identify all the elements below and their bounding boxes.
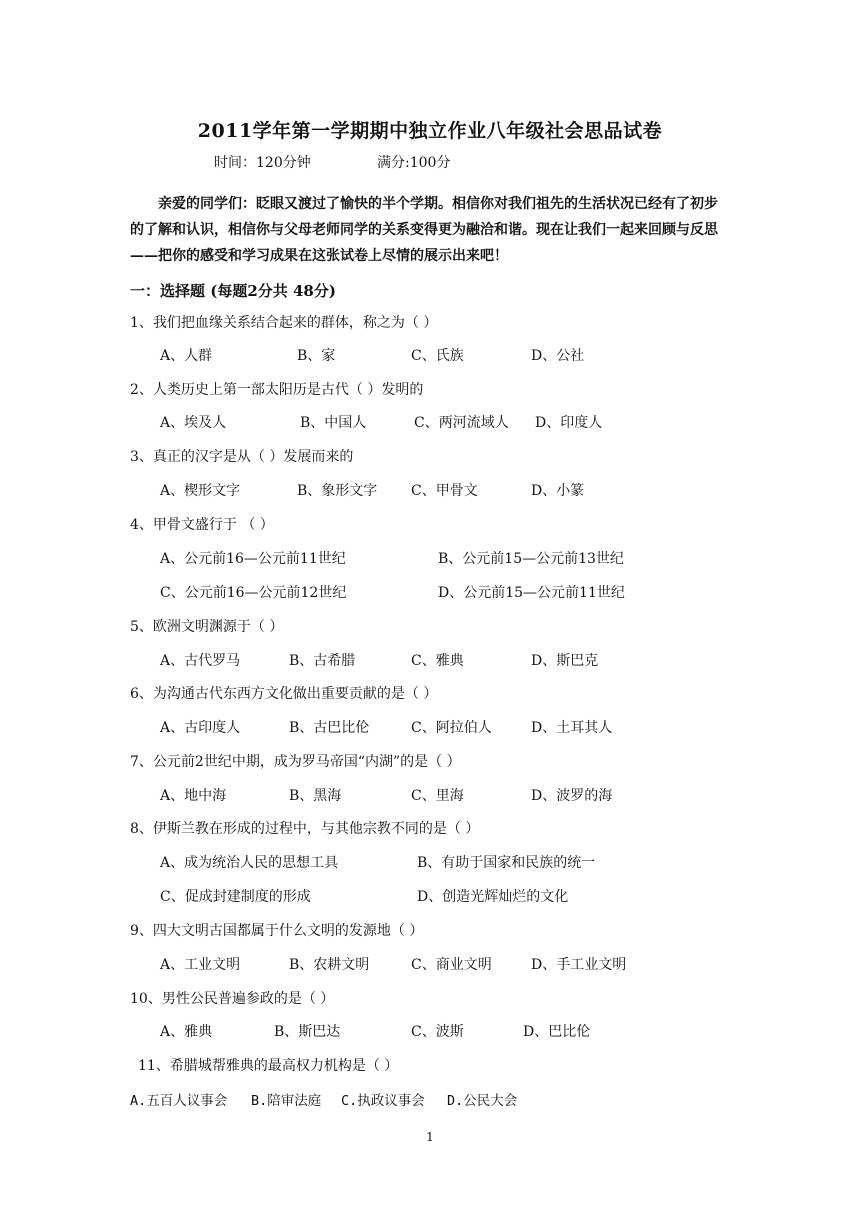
q5-option-d: D、斯巴克 (531, 653, 599, 669)
q9-option-a: A、工业文明 (160, 957, 241, 973)
q3-option-b: B、象形文字 (297, 483, 378, 499)
q10-option-a: A、雅典 (160, 1024, 213, 1040)
question-3: 3、真正的汉字是从（ ）发展而来的 (130, 449, 354, 465)
q10-option-d: D、巴比伦 (523, 1024, 591, 1040)
q6-option-c: C、阿拉伯人 (411, 720, 492, 736)
intro-paragraph: 亲爱的同学们：眨眼又渡过了愉快的半个学期。相信你对我们祖先的生活状况已经有了初步的了解和认识，相信你与父母老师同学的关系变得更为融洽和谐。现在让我们一起来回顾与反思——把你的感受和学习成果在这张试卷上尽情的展示出来吧！ (130, 196, 718, 264)
question-5: 5、欧洲文明渊源于（ ） (130, 619, 284, 635)
q9-option-b: B、农耕文明 (289, 957, 370, 973)
q3-option-c: C、甲骨文 (411, 483, 478, 499)
question-2: 2、人类历史上第一部太阳历是古代（ ）发明的 (130, 382, 424, 398)
q4-option-d: D、公元前15—公元前11世纪 (438, 585, 625, 601)
q1-option-b: B、家 (297, 348, 336, 364)
q11-option-c: C.执政议事会 (341, 1093, 425, 1109)
q3-option-a: A、楔形文字 (160, 483, 241, 499)
page-number: 1 (426, 1130, 434, 1144)
question-1: 1、我们把血缘关系结合起来的群体，称之为（ ） (130, 315, 438, 331)
q4-option-b: B、公元前15—公元前13世纪 (438, 551, 624, 567)
question-8: 8、伊斯兰教在形成的过程中，与其他宗教不同的是（ ） (130, 821, 480, 837)
q8-option-c: C、促成封建制度的形成 (160, 889, 311, 905)
q9-option-c: C、商业文明 (411, 957, 492, 973)
q2-option-a: A、埃及人 (160, 415, 227, 431)
q11-option-a: A.五百人议事会 (130, 1093, 228, 1109)
q2-option-d: D、印度人 (535, 415, 603, 431)
q1-option-d: D、公社 (531, 348, 585, 364)
q5-option-b: B、古希腊 (289, 653, 356, 669)
q11-option-b: B.陪审法庭 (251, 1093, 322, 1109)
q7-option-d: D、波罗的海 (531, 788, 613, 804)
q1-option-a: A、人群 (160, 348, 213, 364)
q10-option-b: B、斯巴达 (274, 1024, 341, 1040)
question-11: 11、希腊城帮雅典的最高权力机构是（ ） (138, 1058, 399, 1074)
exam-title: 2011学年第一学期期中独立作业八年级社会思品试卷 (197, 120, 663, 142)
q4-option-a: A、公元前16—公元前11世纪 (160, 551, 346, 567)
q3-option-d: D、小篆 (531, 483, 585, 499)
q2-option-b: B、中国人 (300, 415, 367, 431)
section-heading: 一：选择题 (每题2分共 48分) (130, 282, 336, 300)
q2-option-c: C、两河流域人 (414, 415, 509, 431)
q8-option-a: A、成为统治人民的思想工具 (160, 855, 339, 871)
q4-option-c: C、公元前16—公元前12世纪 (160, 585, 347, 601)
q10-option-c: C、波斯 (411, 1024, 464, 1040)
q7-option-b: B、黑海 (289, 788, 342, 804)
exam-score: 满分:100分 (377, 155, 451, 171)
q5-option-c: C、雅典 (411, 653, 464, 669)
q6-option-d: D、土耳其人 (531, 720, 613, 736)
q6-option-a: A、古印度人 (160, 720, 241, 736)
q8-option-d: D、创造光辉灿烂的文化 (417, 889, 569, 905)
q5-option-a: A、古代罗马 (160, 653, 241, 669)
q7-option-a: A、地中海 (160, 788, 227, 804)
question-4: 4、甲骨文盛行于 （ ） (130, 517, 274, 533)
exam-time: 时间：120分钟 (214, 155, 311, 171)
q8-option-b: B、有助于国家和民族的统一 (417, 855, 596, 871)
question-7: 7、公元前2世纪中期，成为罗马帝国“内湖”的是（ ） (130, 754, 461, 770)
q1-option-c: C、氏族 (411, 348, 464, 364)
q7-option-c: C、里海 (411, 788, 464, 804)
question-9: 9、四大文明古国都属于什么文明的发源地（ ） (130, 923, 424, 939)
question-6: 6、为沟通古代东西方文化做出重要贡献的是（ ） (130, 686, 438, 702)
q11-option-d: D.公民大会 (447, 1093, 518, 1109)
q9-option-d: D、手工业文明 (531, 957, 627, 973)
q6-option-b: B、古巴比伦 (289, 720, 370, 736)
question-10: 10、男性公民普遍参政的是（ ） (130, 991, 335, 1007)
